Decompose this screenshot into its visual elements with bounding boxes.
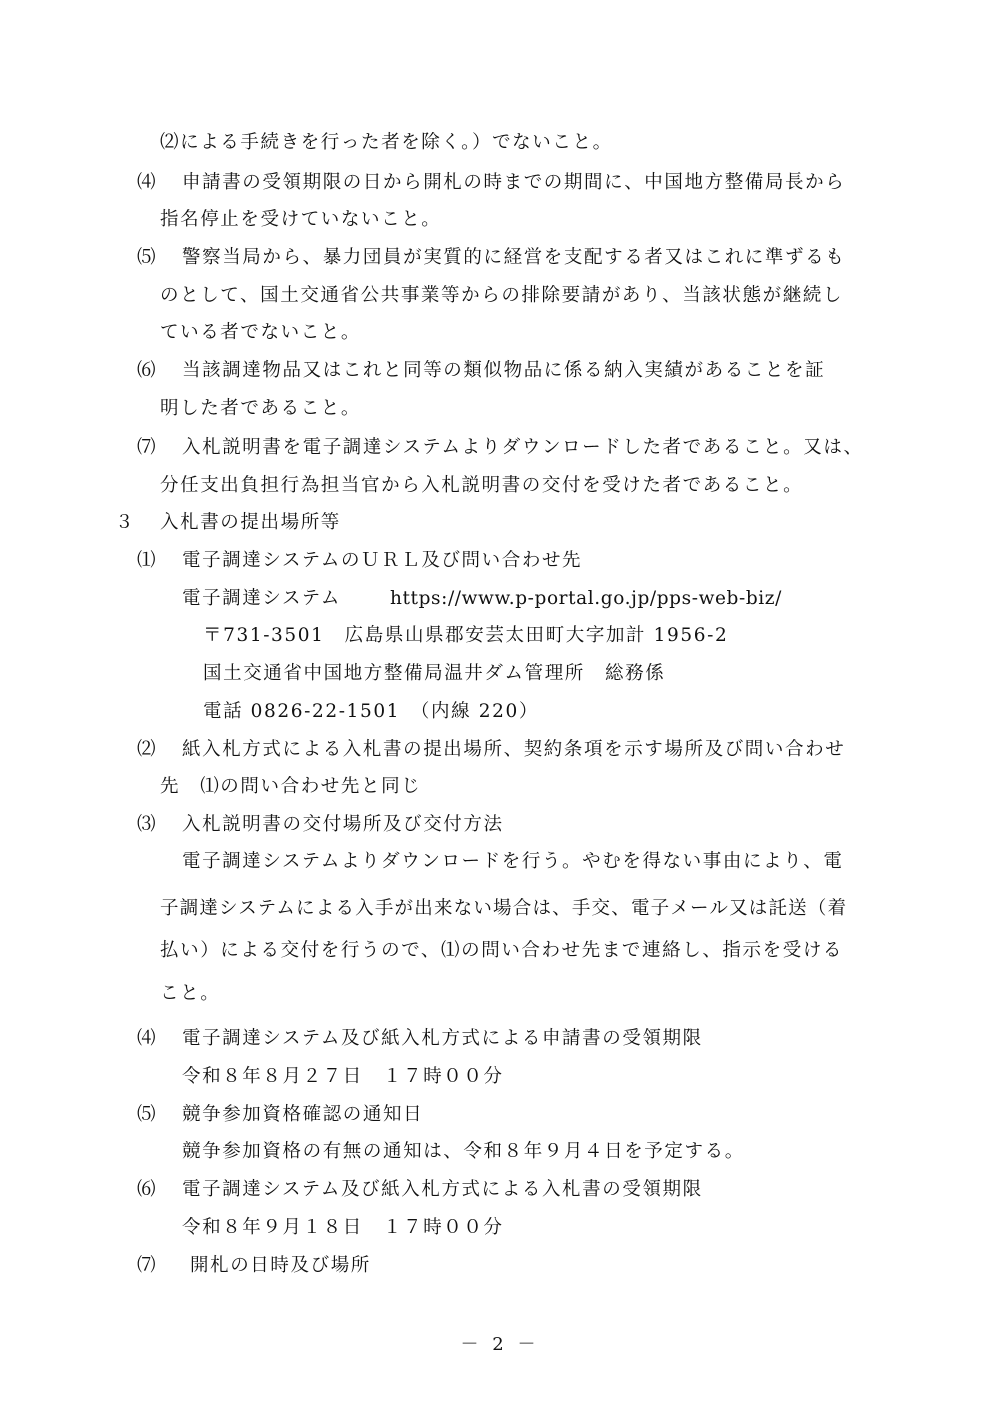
- item-text: 払い）による交付を行うので、⑴の問い合わせ先まで連絡し、指示を受ける: [160, 940, 844, 961]
- deadline-date: 令和８年８月２７日 １７時００分: [182, 1066, 504, 1087]
- item-number: ⑺: [137, 437, 158, 458]
- item-text: ている者でないこと。: [160, 322, 362, 343]
- item-title: 開札の日時及び場所: [190, 1255, 371, 1276]
- item-number: ⑹: [137, 1179, 158, 1200]
- deadline-date: 令和８年９月１８日 １７時００分: [182, 1217, 504, 1238]
- item-text: 子調達システムによる入手が出来ない場合は、手交、電子メール又は託送（着: [160, 898, 848, 919]
- item-title: 電子調達システムのＵＲＬ及び問い合わせ先: [182, 550, 583, 571]
- item-text: 警察当局から、暴力団員が実質的に経営を支配する者又はこれに準ずるも: [182, 247, 846, 268]
- item-number: ⑴: [137, 550, 158, 571]
- item-text: こと。: [160, 983, 221, 1004]
- item-text: 先 ⑴の問い合わせ先と同じ: [160, 776, 422, 797]
- item-number: ⑸: [137, 247, 158, 268]
- item-number: ⑷: [137, 1028, 158, 1049]
- item-title: 競争参加資格確認の通知日: [182, 1104, 424, 1125]
- system-url: https://www.p-portal.go.jp/pps-web-biz/: [390, 588, 782, 609]
- system-label: 電子調達システム: [182, 588, 341, 609]
- item-text: 競争参加資格の有無の通知は、令和８年９月４日を予定する。: [182, 1141, 745, 1162]
- item-text: のとして、国土交通省公共事業等からの排除要請があり、当該状態が継続し: [160, 285, 844, 306]
- item-text: 明した者であること。: [160, 398, 362, 419]
- office-name: 国土交通省中国地方整備局温井ダム管理所 総務係: [203, 663, 666, 684]
- item-text: 当該調達物品又はこれと同等の類似物品に係る納入実績があることを証: [182, 360, 826, 381]
- item-number: ⑶: [137, 814, 158, 835]
- item-number: ⑹: [137, 360, 158, 381]
- phone-number: 電話 0826-22-1501 （内線 220）: [203, 701, 539, 722]
- postal-address: 〒731-3501 広島県山県郡安芸太田町大字加計 1956-2: [203, 625, 729, 646]
- item-title: 電子調達システム及び紙入札方式による入札書の受領期限: [182, 1179, 703, 1200]
- item-text: 入札説明書を電子調達システムよりダウンロードした者であること。又は、: [182, 437, 864, 458]
- item-title: 入札説明書の交付場所及び交付方法: [182, 814, 504, 835]
- item-title: 電子調達システム及び紙入札方式による申請書の受領期限: [182, 1028, 703, 1049]
- section-number: ３: [115, 512, 136, 533]
- item-text: 分任支出負担行為担当官から入札説明書の交付を受けた者であること。: [160, 475, 804, 496]
- item-text: 電子調達システムよりダウンロードを行う。やむを得ない事由により、電: [182, 851, 844, 872]
- item-text: 申請書の受領期限の日から開札の時までの期間に、中国地方整備局長から: [182, 172, 846, 193]
- item-number: ⑷: [137, 172, 158, 193]
- item-text: 紙入札方式による入札書の提出場所、契約条項を示す場所及び問い合わせ: [182, 739, 846, 760]
- item-number: ⑺: [137, 1255, 158, 1276]
- continuation-line: ⑵による手続きを行った者を除く。）でないこと。: [160, 132, 613, 153]
- item-number: ⑸: [137, 1104, 158, 1125]
- item-number: ⑵: [137, 739, 158, 760]
- section-title: 入札書の提出場所等: [160, 512, 341, 533]
- item-text: 指名停止を受けていないこと。: [160, 209, 442, 230]
- page-number: － 2 －: [460, 1334, 540, 1355]
